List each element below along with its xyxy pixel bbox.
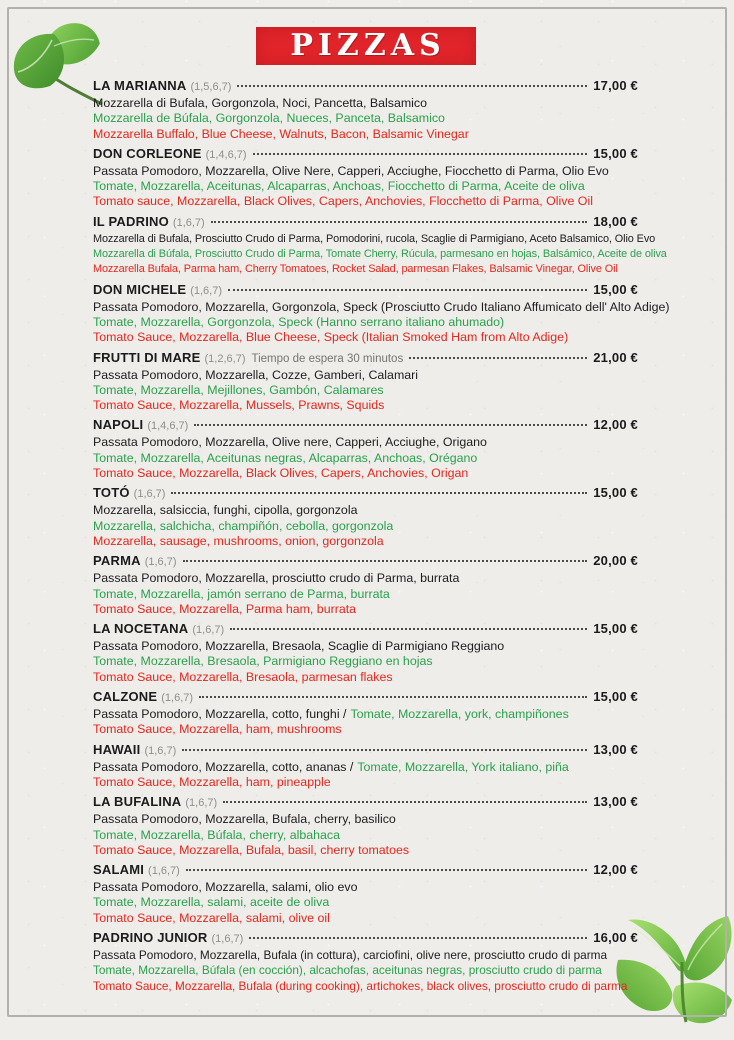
item-desc-spanish: Tomate, Mozzarella, Aceitunas, Alcaparras, Anchoas, Fiocchetto di Parma, Aceite de oliva xyxy=(93,179,585,194)
item-price: 15,00 € xyxy=(593,689,638,705)
item-desc-italian: Passata Pomodoro, Mozzarella, Cozze, Gamberi, Calamari xyxy=(93,367,419,382)
item-name: NAPOLI xyxy=(93,417,144,433)
item-header xyxy=(93,794,638,811)
item-desc-italian: Passata Pomodoro, Mozzarella, cotto, funghi / xyxy=(93,707,347,722)
item-desc-italian: Passata Pomodoro, Mozzarella, prosciutto crudo di Parma, burrata xyxy=(93,571,460,586)
item-desc-english: Tomato Sauce, Mozzarella, salami, olive oil xyxy=(93,910,330,925)
item-desc-spanish: Tomate, Mozzarella, Mejillones, Gambón, Calamares xyxy=(93,382,384,397)
item-desc-english: Tomato Sauce, Mozzarella, ham, mushrooms xyxy=(93,722,342,737)
item-price: 15,00 € xyxy=(593,145,638,161)
item-allergens: (1,5,6,7) xyxy=(190,81,232,93)
item-price: 17,00 € xyxy=(593,78,638,93)
item-desc-spanish: Mozzarella de Búfala, Gorgonzola, Nueces, Panceta, Balsamico xyxy=(93,111,445,126)
item-name: LA MARIANNA xyxy=(93,78,187,93)
dotted-leader xyxy=(237,85,587,87)
item-allergens: (1,6,7) xyxy=(192,624,225,637)
item-allergens: (1,6,7) xyxy=(144,744,177,757)
dotted-leader xyxy=(186,869,587,871)
item-header xyxy=(93,553,638,570)
item-desc-spanish: Tomate, Mozzarella, Búfala, cherry, albahaca xyxy=(93,827,341,842)
item-header xyxy=(93,930,638,947)
item-desc-spanish: Tomate, Mozzarella, Búfala (en cocción), alcachofas, aceitunas negras, prosciutto crudo di parma xyxy=(93,963,602,978)
item-allergens: (1,6,7) xyxy=(161,692,194,705)
item-desc-english: Mozzarella Bufala, Parma ham, Cherry Tomatoes, Rocket Salad, parmesan Flakes, Balsamic Vinegar, Olive Oil xyxy=(93,263,618,276)
item-header xyxy=(93,862,638,879)
item-desc-english: Tomato Sauce, Mozzarella, ham, pineapple xyxy=(93,774,331,789)
item-name: LA NOCETANA xyxy=(93,621,189,637)
menu-item-parma xyxy=(93,553,638,617)
item-wait-time-note: Tiempo de espera 30 minutos xyxy=(251,352,404,365)
item-name: IL PADRINO xyxy=(93,213,169,229)
item-price: 18,00 € xyxy=(593,213,638,229)
item-desc-spanish: Tomate, Mozzarella, Gorgonzola, Speck (Hanno serrano italiano ahumado) xyxy=(93,314,505,329)
item-desc-italian: Passata Pomodoro, Mozzarella, Bufala, cherry, basilico xyxy=(93,812,396,827)
item-allergens: (1,6,7) xyxy=(172,216,205,229)
item-header xyxy=(93,689,638,706)
item-allergens: (1,2,6,7) xyxy=(204,352,246,365)
item-price: 15,00 € xyxy=(593,485,638,501)
dotted-leader xyxy=(183,560,588,562)
item-allergens: (1,6,7) xyxy=(190,284,222,297)
item-allergens: (1,4,6,7) xyxy=(147,420,189,433)
item-header xyxy=(93,146,638,163)
item-name: TOTÓ xyxy=(93,485,130,501)
item-desc-italian: Mozzarella di Bufala, Gorgonzola, Noci, Pancetta, Balsamico xyxy=(93,96,428,110)
item-price: 21,00 € xyxy=(593,349,638,365)
item-desc-italian: Mozzarella di Bufala, Prosciutto Crudo di Parma, Pomodorini, rucola, Scaglie di Parmigiano, Aceto Balsamico, Olio Evo xyxy=(93,232,656,245)
item-header xyxy=(93,78,638,95)
item-desc-italian: Passata Pomodoro, Mozzarella, Olive Nere, Capperi, Acciughe, Fiocchetto di Parma, Olio Evo xyxy=(93,163,609,178)
dotted-leader xyxy=(230,628,587,630)
menu-item-napoli xyxy=(93,417,638,481)
item-name: DON MICHELE xyxy=(93,281,187,297)
menu-item-il-padrino xyxy=(93,213,667,278)
item-desc-spanish: Tomate, Mozzarella, Bresaola, Parmigiano Reggiano en hojas xyxy=(93,654,433,669)
item-desc-spanish: Tomate, Mozzarella, york, champiñones xyxy=(350,707,569,722)
item-desc-spanish: Tomate, Mozzarella, jamón serrano de Parma, burrata xyxy=(93,586,390,601)
menu-item-don-corleone xyxy=(93,146,638,210)
dotted-leader xyxy=(228,289,587,291)
item-name: SALAMI xyxy=(93,862,145,878)
item-name: FRUTTI DI MARE xyxy=(93,349,201,365)
item-price: 15,00 € xyxy=(593,281,638,297)
item-header xyxy=(93,214,638,231)
item-desc-english: Tomato Sauce, Mozzarella, Mussels, Prawns, Squids xyxy=(93,398,385,413)
item-header xyxy=(93,282,638,299)
item-desc-italian: Mozzarella, salsiccia, funghi, cipolla, gorgonzola xyxy=(93,503,358,518)
dotted-leader xyxy=(409,357,587,359)
item-price: 12,00 € xyxy=(593,862,638,878)
page-title: PIZZAS xyxy=(290,28,446,63)
item-header xyxy=(93,417,638,434)
item-header xyxy=(93,485,638,502)
item-desc-italian-spanish xyxy=(93,760,638,775)
item-header xyxy=(93,621,638,638)
dotted-leader xyxy=(211,221,588,223)
menu-item-calzone xyxy=(93,689,638,738)
item-price: 13,00 € xyxy=(593,794,638,810)
item-price: 15,00 € xyxy=(593,621,638,637)
dotted-leader xyxy=(223,801,587,803)
dotted-leader xyxy=(253,153,588,155)
item-allergens: (1,6,7) xyxy=(148,865,180,878)
item-desc-italian: Passata Pomodoro, Mozzarella, Bresaola, Scaglie di Parmigiano Reggiano xyxy=(93,639,505,654)
item-allergens: (1,6,7) xyxy=(133,488,166,501)
menu-item-salami xyxy=(93,862,638,926)
item-desc-english: Tomato Sauce, Mozzarella, Blue Cheese, Speck (Italian Smoked Ham from Alto Adige) xyxy=(93,330,569,345)
item-header xyxy=(93,350,638,367)
menu-item-don-michele xyxy=(93,281,670,346)
menu-item-padrino-junior xyxy=(93,930,638,994)
item-desc-english: Tomato Sauce, Mozzarella, Bufala (during cooking), artichokes, black olives, prosciutto crudo di parma xyxy=(93,978,628,993)
item-desc-english: Tomato Sauce, Mozzarella, Black Olives, Capers, Anchovies, Origan xyxy=(93,466,469,481)
item-desc-italian: Passata Pomodoro, Mozzarella, Olive nere, Capperi, Acciughe, Origano xyxy=(93,435,487,450)
item-desc-spanish: Mozzarella, salchicha, champiñón, cebolla, gorgonzola xyxy=(93,518,394,533)
menu-item-frutti-di-mare xyxy=(93,350,638,414)
dotted-leader xyxy=(182,749,587,751)
item-allergens: (1,6,7) xyxy=(144,556,177,569)
dotted-leader xyxy=(194,424,587,426)
item-desc-italian-spanish xyxy=(93,707,638,722)
item-price: 13,00 € xyxy=(593,741,638,757)
item-desc-italian: Passata Pomodoro, Mozzarella, Gorgonzola, Speck (Prosciutto Crudo Italiano Affumicato dell' Alto Adige) xyxy=(93,299,670,314)
item-desc-english: Tomato Sauce, Mozzarella, Bufala, basil, cherry tomatoes xyxy=(93,842,410,857)
item-price: 20,00 € xyxy=(593,553,638,569)
item-price: 12,00 € xyxy=(593,417,638,433)
dotted-leader xyxy=(171,492,587,494)
menu-item-la-bufalina xyxy=(93,794,638,858)
menu-item-hawaii xyxy=(93,742,638,791)
item-desc-italian: Passata Pomodoro, Mozzarella, Bufala (in cottura), carciofini, olive nere, prosciutto crudo di parma xyxy=(93,947,608,962)
item-desc-spanish: Tomate, Mozzarella, York italiano, piña xyxy=(357,759,569,774)
item-name: CALZONE xyxy=(93,689,158,705)
menu-item-toto xyxy=(93,485,638,549)
item-price: 16,00 € xyxy=(593,929,638,945)
item-allergens: (1,4,6,7) xyxy=(205,148,247,161)
item-desc-english: Tomato Sauce, Mozzarella, Parma ham, burrata xyxy=(93,601,357,616)
item-desc-spanish: Mozzarella di Búfala, Prosciutto Crudo di Parma, Tomate Cherry, Rúcula, parmesano en hojas, Balsámico, Aceite de oliva xyxy=(93,248,667,261)
item-desc-italian: Passata Pomodoro, Mozzarella, cotto, ananas / xyxy=(93,759,354,774)
item-allergens: (1,6,7) xyxy=(211,932,244,945)
pizza-list xyxy=(93,78,670,998)
dotted-leader xyxy=(199,696,587,698)
item-desc-english: Tomato sauce, Mozzarella, Black Olives, Capers, Anchovies, Flocchetto di Parma, Olive Oil xyxy=(93,194,593,209)
item-desc-english: Tomato Sauce, Mozzarella, Bresaola, parmesan flakes xyxy=(93,669,393,684)
item-header xyxy=(93,742,638,759)
pizzas-title-banner xyxy=(256,27,476,65)
item-desc-english: Mozzarella, sausage, mushrooms, onion, gorgonzola xyxy=(93,533,384,548)
item-desc-english: Mozzarella Buffalo, Blue Cheese, Walnuts, Bacon, Balsamic Vinegar xyxy=(93,126,469,141)
menu-item-la-marianna xyxy=(93,78,638,142)
item-allergens: (1,6,7) xyxy=(185,797,218,810)
item-desc-spanish: Tomate, Mozzarella, Aceitunas negras, Alcaparras, Anchoas, Orégano xyxy=(93,450,478,465)
menu-item-la-nocetana xyxy=(93,621,638,685)
item-name: DON CORLEONE xyxy=(93,145,202,161)
item-name: HAWAII xyxy=(93,741,141,757)
item-name: PARMA xyxy=(93,553,141,569)
item-desc-italian: Passata Pomodoro, Mozzarella, salami, olio evo xyxy=(93,880,358,895)
item-name: PADRINO JUNIOR xyxy=(93,929,208,945)
dotted-leader xyxy=(249,937,587,939)
item-name: LA BUFALINA xyxy=(93,794,182,810)
item-desc-spanish: Tomate, Mozzarella, salami, aceite de oliva xyxy=(93,895,330,910)
